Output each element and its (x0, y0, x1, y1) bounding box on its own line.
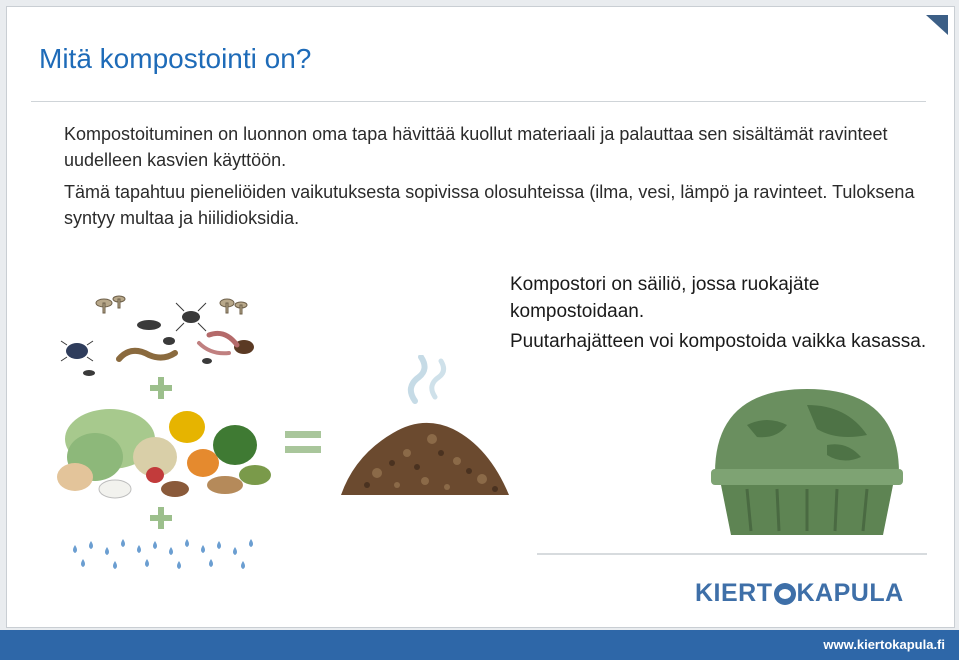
paragraph-composting: Kompostoituminen on luonnon oma tapa hävittää kuollut materiaali ja palauttaa sen sisältämät ravinteet uudelleen kasvien käyttöön. (64, 124, 888, 170)
steam-icon (397, 355, 457, 405)
paragraph-microbes: Tämä tapahtuu pieneliöiden vaikutuksesta sopivissa olosuhteissa (ilma, vesi, lämpö ja ravinteet. Tuloksena syntyy multaa ja hiilidioksidia. (64, 182, 915, 228)
bottom-divider (537, 553, 927, 555)
paragraph-composter: Kompostori on säiliö, jossa ruokajäte kompostoidaan. (510, 274, 820, 322)
logo-text-left: KIERT (695, 579, 773, 607)
plus-icon (150, 507, 172, 529)
plus-icon (150, 377, 172, 399)
organisms-illustration (59, 289, 269, 381)
logo-text-right: KAPULA (796, 579, 904, 607)
water-drops-illustration (69, 531, 259, 571)
slide-title: Mitä kompostointi on? (39, 43, 312, 74)
equals-icon (285, 429, 321, 455)
title-divider (31, 101, 926, 102)
logo-swirl-icon (774, 583, 796, 605)
paragraph-garden-waste: Puutarhajätteen voi kompostoida vaikka kasassa. (510, 331, 927, 352)
food-waste-illustration (55, 397, 275, 502)
compost-pile-illustration (337, 403, 513, 503)
kiertokapula-logo (695, 579, 904, 608)
composter-illustration (707, 385, 907, 545)
side-text (510, 271, 930, 358)
footer-url: www.kiertokapula.fi (823, 637, 945, 652)
corner-fold-icon (926, 15, 948, 35)
footer-bar (0, 630, 959, 660)
slide (6, 6, 955, 628)
main-text (64, 121, 934, 237)
